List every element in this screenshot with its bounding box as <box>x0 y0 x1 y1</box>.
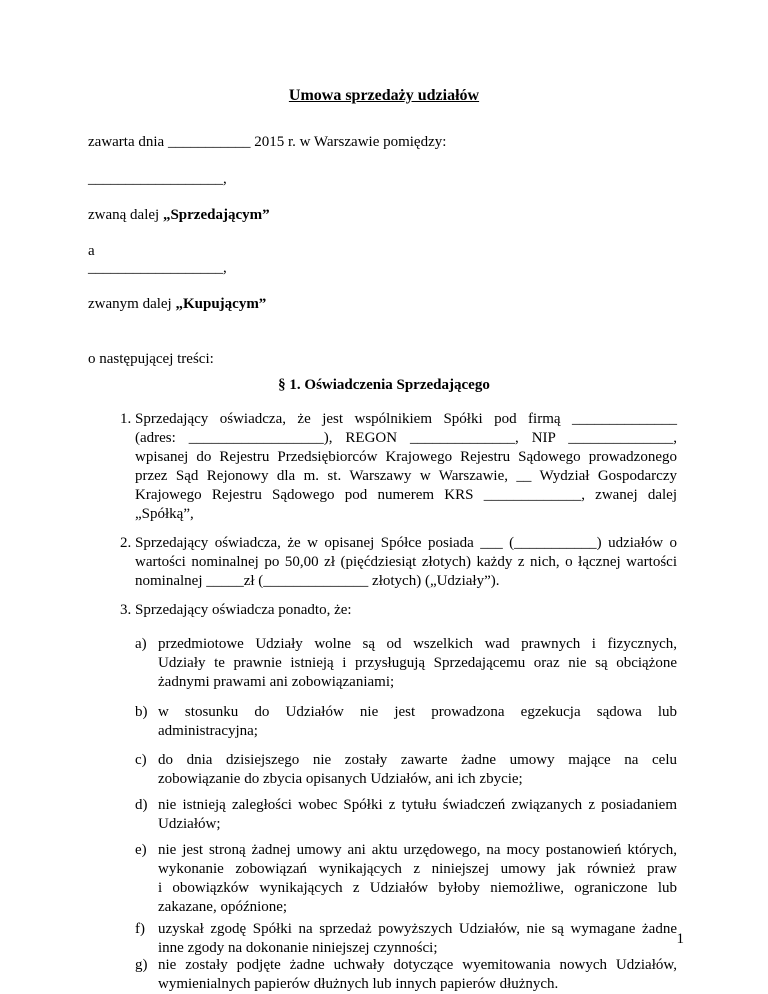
party-blank-2: __________________, <box>88 260 227 276</box>
item-number: 3. <box>120 602 132 618</box>
subitem-line: żadnymi prawami ani zobowiązaniami; <box>158 674 395 690</box>
item-line: „Spółką”, <box>135 506 194 522</box>
sub-list-item <box>158 956 677 994</box>
item-line: przez Sąd Rejonowy dla m. st. Warszawy w Warszawie, __ Wydział Gospodarczy <box>135 468 677 484</box>
sub-list-item <box>158 703 677 741</box>
subitem-letter: b) <box>135 704 148 720</box>
item-number: 1. <box>120 411 132 427</box>
list-item <box>135 534 677 591</box>
subitem-line: administracyjna; <box>158 723 258 739</box>
buyer-label: „Kupującym” <box>175 296 267 312</box>
item-line: Sprzedający oświadcza, że w opisanej Spółce posiada ___ (___________) udziałów o <box>135 535 677 551</box>
item-line: wartości nominalnej po 50,00 zł (pięćdziesiąt złotych) każdy z nich, o łącznej wartości <box>135 554 677 570</box>
page-number: 1 <box>676 931 684 947</box>
item-number: 2. <box>120 535 132 551</box>
subitem-letter: d) <box>135 797 148 813</box>
subitem-line: inne zgody na dokonanie niniejszej czynności; <box>158 940 438 956</box>
subitem-letter: a) <box>135 636 147 652</box>
seller-label: „Sprzedającym” <box>162 207 270 223</box>
content-intro: o następującej treści: <box>88 351 214 367</box>
sub-list-item <box>158 796 677 834</box>
subitem-line: Udziały te prawnie istnieją i przysługują Sprzedającemu oraz nie są obciążone <box>158 655 677 671</box>
list-item <box>135 410 677 524</box>
seller-definition <box>88 206 270 225</box>
subitem-letter: g) <box>135 957 148 973</box>
subitem-line: wykonanie zobowiązań wynikających z niniejszej umowy jak również praw <box>158 861 677 877</box>
sub-list-item <box>158 920 677 958</box>
seller-prefix: zwaną dalej <box>88 207 163 223</box>
section-heading: § 1. Oświadczenia Sprzedającego <box>278 377 490 393</box>
subitem-line: w stosunku do Udziałów nie jest prowadzona egzekucja sądowa lub <box>158 704 677 720</box>
sub-list-item <box>158 635 677 692</box>
subitem-letter: e) <box>135 842 147 858</box>
subitem-line: uzyskał zgodę Spółki na sprzedaż powyższych Udziałów, nie są wymagane żadne <box>158 921 677 937</box>
item-line: Sprzedający oświadcza ponadto, że: <box>135 602 352 618</box>
buyer-definition <box>88 295 266 314</box>
subitem-line: i obowiązków wynikających z Udziałów byłoby niemożliwe, ograniczone lub <box>158 880 677 896</box>
item-line: (adres: __________________), REGON ______________, NIP ______________, <box>135 430 677 446</box>
subitem-line: przedmiotowe Udziały wolne są od wszelkich wad prawnych i fizycznych, <box>158 636 677 652</box>
subitem-line: do dnia dzisiejszego nie zostały zawarte żadne umowy mające na celu <box>158 752 677 768</box>
subitem-line: nie zostały podjęte żadne uchwały dotyczące wyemitowania nowych Udziałów, <box>158 957 677 973</box>
document-title: Umowa sprzedaży udziałów <box>288 87 480 104</box>
list-item <box>135 601 677 620</box>
subitem-line: wymienialnych papierów dłużnych lub innych papierów dłużnych. <box>158 976 559 992</box>
subitem-letter: c) <box>135 752 147 768</box>
item-line: nominalnej _____zł (______________ złotych) („Udziały”). <box>135 573 500 589</box>
subitem-line: zobowiązanie do zbycia opisanych Udziałów, ani ich zbycie; <box>158 771 523 787</box>
item-line: Krajowego Rejestru Sądowego pod numerem KRS _____________, zwanej dalej <box>135 487 677 503</box>
subitem-line: zakazane, opóźnione; <box>158 899 288 915</box>
item-line: Sprzedający oświadcza, że jest wspólnikiem Spółki pod firmą ______________ <box>135 411 677 427</box>
subitem-line: Udziałów; <box>158 816 221 832</box>
item-line: wpisanej do Rejestru Przedsiębiorców Krajowego Rejestru Sądowego prowadzonego <box>135 449 677 465</box>
subitem-line: nie istnieją zaległości wobec Spółki z tytułu świadczeń związanych z posiadaniem <box>158 797 677 813</box>
subitem-letter: f) <box>135 921 145 937</box>
sub-list-item <box>158 841 677 917</box>
and-conjunction: a <box>88 243 95 259</box>
party-blank-1: __________________, <box>88 171 227 187</box>
buyer-prefix: zwanym dalej <box>88 296 176 312</box>
contract-intro: zawarta dnia ___________ 2015 r. w Warszawie pomiędzy: <box>88 134 447 150</box>
sub-list-item <box>158 751 677 789</box>
subitem-line: nie jest stroną żadnej umowy ani aktu urzędowego, na mocy postanowień których, <box>158 842 677 858</box>
